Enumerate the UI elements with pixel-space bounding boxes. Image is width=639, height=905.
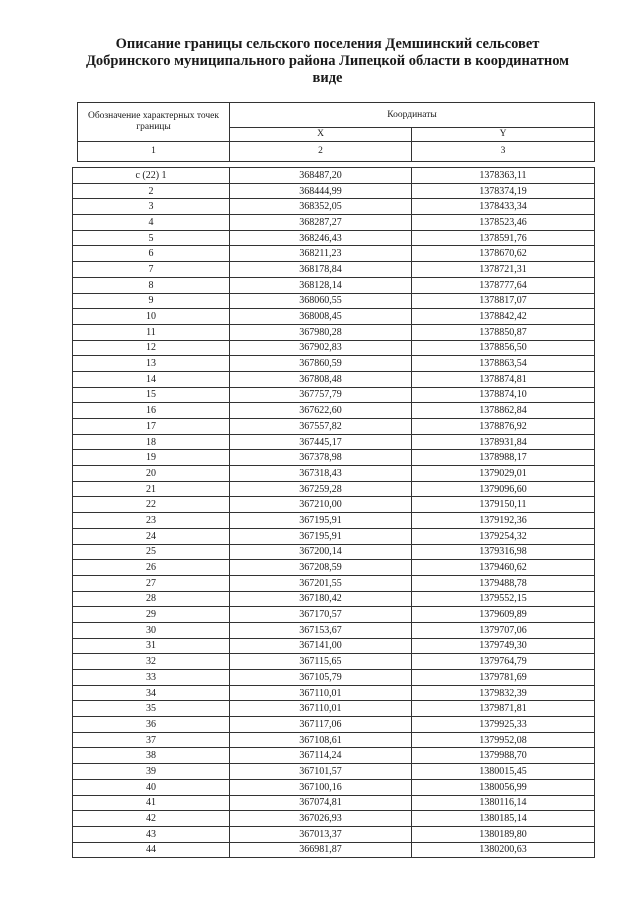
table-row xyxy=(73,638,595,654)
point-cell: 43 xyxy=(73,826,230,842)
x-cell: 367210,00 xyxy=(230,497,412,513)
table-row xyxy=(73,528,595,544)
point-cell: 12 xyxy=(73,340,230,356)
point-cell: 21 xyxy=(73,481,230,497)
point-cell: 33 xyxy=(73,670,230,686)
y-cell: 1379988,70 xyxy=(412,748,595,764)
y-cell: 1379764,79 xyxy=(412,654,595,670)
x-cell: 367114,24 xyxy=(230,748,412,764)
x-cell: 368487,20 xyxy=(230,168,412,184)
table-row xyxy=(73,607,595,623)
y-cell: 1380200,63 xyxy=(412,842,595,858)
y-cell: 1379029,01 xyxy=(412,466,595,482)
y-cell: 1378850,87 xyxy=(412,324,595,340)
table-row xyxy=(73,450,595,466)
table-row xyxy=(73,842,595,858)
x-cell: 367110,01 xyxy=(230,701,412,717)
y-cell: 1378777,64 xyxy=(412,277,595,293)
x-cell: 367180,42 xyxy=(230,591,412,607)
title-line-3: виде xyxy=(312,70,343,86)
x-cell: 367195,91 xyxy=(230,528,412,544)
point-cell: 26 xyxy=(73,560,230,576)
x-cell: 367141,00 xyxy=(230,638,412,654)
point-cell: 39 xyxy=(73,764,230,780)
y-cell: 1378988,17 xyxy=(412,450,595,466)
x-cell: 367026,93 xyxy=(230,811,412,827)
x-cell: 367115,65 xyxy=(230,654,412,670)
y-cell: 1378670,62 xyxy=(412,246,595,262)
x-cell: 368178,84 xyxy=(230,262,412,278)
y-cell: 1379871,81 xyxy=(412,701,595,717)
x-cell: 367902,83 xyxy=(230,340,412,356)
y-cell: 1379488,78 xyxy=(412,575,595,591)
point-cell: 16 xyxy=(73,403,230,419)
x-cell: 367170,57 xyxy=(230,607,412,623)
point-cell: 32 xyxy=(73,654,230,670)
y-cell: 1379749,30 xyxy=(412,638,595,654)
x-cell: 367757,79 xyxy=(230,387,412,403)
x-cell: 367860,59 xyxy=(230,356,412,372)
table-row xyxy=(73,277,595,293)
point-cell: 23 xyxy=(73,513,230,529)
table-row xyxy=(73,701,595,717)
column-number-2: 2 xyxy=(230,142,412,162)
table-row xyxy=(73,481,595,497)
point-cell: 15 xyxy=(73,387,230,403)
point-cell: 40 xyxy=(73,779,230,795)
y-cell: 1378842,42 xyxy=(412,309,595,325)
column-number-1: 1 xyxy=(78,142,230,162)
table-row xyxy=(73,560,595,576)
y-cell: 1379460,62 xyxy=(412,560,595,576)
x-cell: 368444,99 xyxy=(230,183,412,199)
table-row xyxy=(73,466,595,482)
x-cell: 367445,17 xyxy=(230,434,412,450)
table-row xyxy=(73,732,595,748)
coordinates-table xyxy=(72,167,595,858)
table-row xyxy=(73,246,595,262)
y-cell: 1378817,07 xyxy=(412,293,595,309)
table-row xyxy=(73,513,595,529)
x-cell: 367101,57 xyxy=(230,764,412,780)
y-cell: 1378874,10 xyxy=(412,387,595,403)
y-cell: 1378721,31 xyxy=(412,262,595,278)
point-cell: с (22) 1 xyxy=(73,168,230,184)
point-cell: 24 xyxy=(73,528,230,544)
x-cell: 367980,28 xyxy=(230,324,412,340)
y-cell: 1378433,34 xyxy=(412,199,595,215)
table-row xyxy=(73,685,595,701)
y-cell: 1380116,14 xyxy=(412,795,595,811)
x-cell: 367208,59 xyxy=(230,560,412,576)
y-cell: 1380056,99 xyxy=(412,779,595,795)
table-row xyxy=(73,826,595,842)
x-cell: 368008,45 xyxy=(230,309,412,325)
x-cell: 367013,37 xyxy=(230,826,412,842)
table-row xyxy=(73,575,595,591)
y-cell: 1379150,11 xyxy=(412,497,595,513)
y-cell: 1378363,11 xyxy=(412,168,595,184)
point-cell: 25 xyxy=(73,544,230,560)
table-row xyxy=(73,654,595,670)
x-cell: 367318,43 xyxy=(230,466,412,482)
point-cell: 13 xyxy=(73,356,230,372)
y-cell: 1378874,81 xyxy=(412,371,595,387)
y-cell: 1379609,89 xyxy=(412,607,595,623)
x-cell: 367074,81 xyxy=(230,795,412,811)
point-cell: 36 xyxy=(73,717,230,733)
table-row xyxy=(73,309,595,325)
table-row xyxy=(73,795,595,811)
x-cell: 368287,27 xyxy=(230,215,412,231)
table-row xyxy=(73,371,595,387)
point-cell: 2 xyxy=(73,183,230,199)
x-cell: 367108,61 xyxy=(230,732,412,748)
y-cell: 1379707,06 xyxy=(412,622,595,638)
point-cell: 35 xyxy=(73,701,230,717)
title-line-2: Добринского муниципального района Липецкой области в координатном xyxy=(85,53,570,69)
x-cell: 368352,05 xyxy=(230,199,412,215)
table-row xyxy=(73,717,595,733)
y-cell: 1378523,46 xyxy=(412,215,595,231)
coords-header: Координаты xyxy=(230,103,595,128)
y-cell: 1379316,98 xyxy=(412,544,595,560)
y-cell: 1379552,15 xyxy=(412,591,595,607)
header-table xyxy=(77,102,595,162)
point-cell: 28 xyxy=(73,591,230,607)
table-row xyxy=(73,779,595,795)
y-cell: 1378931,84 xyxy=(412,434,595,450)
point-cell: 7 xyxy=(73,262,230,278)
point-cell: 20 xyxy=(73,466,230,482)
table-row xyxy=(73,262,595,278)
y-cell: 1380015,45 xyxy=(412,764,595,780)
table-row xyxy=(73,230,595,246)
y-cell: 1378591,76 xyxy=(412,230,595,246)
table-row xyxy=(73,199,595,215)
x-cell: 367808,48 xyxy=(230,371,412,387)
point-cell: 34 xyxy=(73,685,230,701)
y-cell: 1379781,69 xyxy=(412,670,595,686)
x-cell: 366981,87 xyxy=(230,842,412,858)
x-cell: 367110,01 xyxy=(230,685,412,701)
table-row xyxy=(73,434,595,450)
y-cell: 1379925,33 xyxy=(412,717,595,733)
point-cell: 19 xyxy=(73,450,230,466)
x-cell: 367117,06 xyxy=(230,717,412,733)
y-cell: 1379832,39 xyxy=(412,685,595,701)
table-row xyxy=(73,168,595,184)
x-cell: 368060,55 xyxy=(230,293,412,309)
y-header: Y xyxy=(412,128,595,142)
x-cell: 367622,60 xyxy=(230,403,412,419)
table-row xyxy=(73,622,595,638)
y-cell: 1379254,32 xyxy=(412,528,595,544)
table-row xyxy=(73,340,595,356)
table-row xyxy=(73,324,595,340)
y-cell: 1378862,84 xyxy=(412,403,595,419)
point-cell: 5 xyxy=(73,230,230,246)
y-cell: 1380185,14 xyxy=(412,811,595,827)
title-line-1: Описание границы сельского поселения Демшинский сельсовет xyxy=(115,36,540,52)
point-cell: 6 xyxy=(73,246,230,262)
point-cell: 44 xyxy=(73,842,230,858)
y-cell: 1378876,92 xyxy=(412,419,595,435)
table-row xyxy=(73,670,595,686)
x-cell: 367378,98 xyxy=(230,450,412,466)
table-row xyxy=(73,419,595,435)
x-cell: 367105,79 xyxy=(230,670,412,686)
point-cell: 30 xyxy=(73,622,230,638)
y-cell: 1378856,50 xyxy=(412,340,595,356)
x-cell: 367557,82 xyxy=(230,419,412,435)
point-cell: 37 xyxy=(73,732,230,748)
point-cell: 31 xyxy=(73,638,230,654)
x-cell: 367100,16 xyxy=(230,779,412,795)
point-cell: 41 xyxy=(73,795,230,811)
document-title xyxy=(40,36,615,87)
y-cell: 1378863,54 xyxy=(412,356,595,372)
point-cell: 18 xyxy=(73,434,230,450)
x-header: X xyxy=(230,128,412,142)
table-row xyxy=(73,544,595,560)
x-cell: 367153,67 xyxy=(230,622,412,638)
point-cell: 38 xyxy=(73,748,230,764)
x-cell: 368211,23 xyxy=(230,246,412,262)
y-cell: 1379952,08 xyxy=(412,732,595,748)
table-row xyxy=(73,183,595,199)
x-cell: 367201,55 xyxy=(230,575,412,591)
table-row xyxy=(73,764,595,780)
y-cell: 1380189,80 xyxy=(412,826,595,842)
x-cell: 367259,28 xyxy=(230,481,412,497)
table-row xyxy=(73,293,595,309)
point-cell: 9 xyxy=(73,293,230,309)
y-cell: 1378374,19 xyxy=(412,183,595,199)
point-cell: 11 xyxy=(73,324,230,340)
y-cell: 1379096,60 xyxy=(412,481,595,497)
table-row xyxy=(73,748,595,764)
point-cell: 4 xyxy=(73,215,230,231)
point-cell: 42 xyxy=(73,811,230,827)
coordinates-table-body xyxy=(73,168,595,858)
x-cell: 368246,43 xyxy=(230,230,412,246)
table-row xyxy=(73,215,595,231)
x-cell: 367195,91 xyxy=(230,513,412,529)
point-cell: 10 xyxy=(73,309,230,325)
column-number-3: 3 xyxy=(412,142,595,162)
table-row xyxy=(73,591,595,607)
point-label-header: Обозначение характерных точек границы xyxy=(78,103,230,142)
table-row xyxy=(73,356,595,372)
table-row xyxy=(73,497,595,513)
point-cell: 17 xyxy=(73,419,230,435)
point-cell: 3 xyxy=(73,199,230,215)
table-row xyxy=(73,403,595,419)
table-row xyxy=(73,811,595,827)
point-cell: 8 xyxy=(73,277,230,293)
point-cell: 22 xyxy=(73,497,230,513)
x-cell: 368128,14 xyxy=(230,277,412,293)
y-cell: 1379192,36 xyxy=(412,513,595,529)
x-cell: 367200,14 xyxy=(230,544,412,560)
point-cell: 29 xyxy=(73,607,230,623)
table-row xyxy=(73,387,595,403)
point-cell: 27 xyxy=(73,575,230,591)
point-cell: 14 xyxy=(73,371,230,387)
